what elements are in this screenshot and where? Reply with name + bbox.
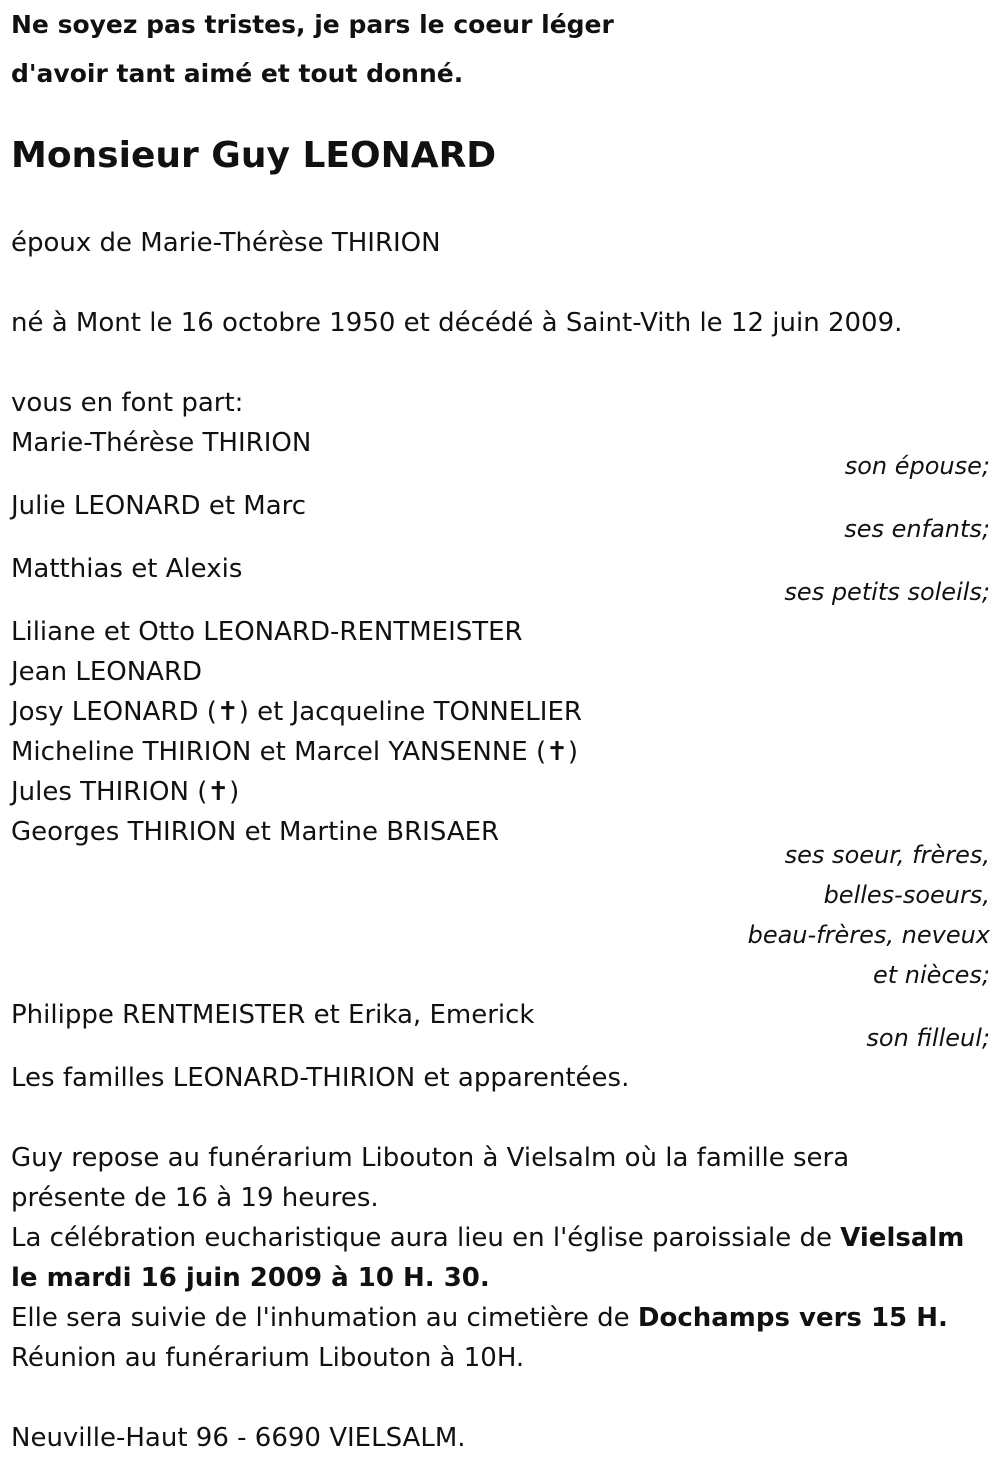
epigraph-line-1: Ne soyez pas tristes, je pars le coeur léger	[11, 10, 614, 39]
family-children: Julie LEONARD et Marc	[11, 491, 307, 521]
funeral-line-1: Guy repose au funérarium Libouton à Vielsalm où la famille sera	[11, 1143, 850, 1173]
deceased-name: Monsieur Guy LEONARD	[11, 135, 497, 176]
family-grandchildren: Matthias et Alexis	[11, 554, 243, 584]
funeral-line-2: présente de 16 à 19 heures.	[11, 1183, 379, 1213]
sibling-line: Micheline THIRION et Marcel YANSENNE (✝)	[11, 737, 579, 767]
siblings-role-line: belles-soeurs,	[823, 881, 990, 909]
family-godson: Philippe RENTMEISTER et Erika, Emerick	[11, 1000, 535, 1030]
children-role: ses enfants;	[844, 515, 990, 543]
sibling-line: Jean LEONARD	[11, 657, 203, 687]
funeral-line-6: Réunion au funérarium Libouton à 10H.	[11, 1343, 525, 1373]
godson-role: son filleul;	[866, 1024, 990, 1052]
sibling-line: Georges THIRION et Martine BRISAER	[11, 817, 500, 847]
spouse-role: son épouse;	[844, 452, 990, 480]
families-line: Les familles LEONARD-THIRION et apparentées.	[11, 1063, 630, 1093]
cross-icon: ✝	[216, 697, 239, 727]
sibling-line: Josy LEONARD (✝) et Jacqueline TONNELIER	[11, 697, 582, 727]
epigraph-line-2: d'avoir tant aimé et tout donné.	[11, 59, 464, 88]
funeral-line-5: Elle sera suivie de l'inhumation au cimetière de Dochamps vers 15 H.	[11, 1303, 948, 1333]
siblings-role-line: ses soeur, frères,	[784, 841, 990, 869]
sibling-line: Jules THIRION (✝)	[11, 777, 240, 807]
birth-death-line: né à Mont le 16 octobre 1950 et décédé à Saint-Vith le 12 juin 2009.	[11, 308, 903, 338]
spouse-line: époux de Marie-Thérèse THIRION	[11, 228, 441, 258]
grandchildren-role: ses petits soleils;	[784, 578, 990, 606]
funeral-line-4: le mardi 16 juin 2009 à 10 H. 30.	[11, 1263, 490, 1293]
family-spouse: Marie-Thérèse THIRION	[11, 428, 312, 458]
cross-icon: ✝	[207, 777, 230, 807]
siblings-role-line: et nièces;	[873, 961, 990, 989]
address: Neuville-Haut 96 - 6690 VIELSALM.	[11, 1423, 466, 1453]
intro-line: vous en font part:	[11, 388, 244, 418]
funeral-line-3: La célébration eucharistique aura lieu en l'église paroissiale de Vielsalm	[11, 1223, 965, 1253]
sibling-line: Liliane et Otto LEONARD-RENTMEISTER	[11, 617, 523, 647]
cross-icon: ✝	[546, 737, 568, 767]
siblings-role-line: beau-frères, neveux	[747, 921, 990, 949]
